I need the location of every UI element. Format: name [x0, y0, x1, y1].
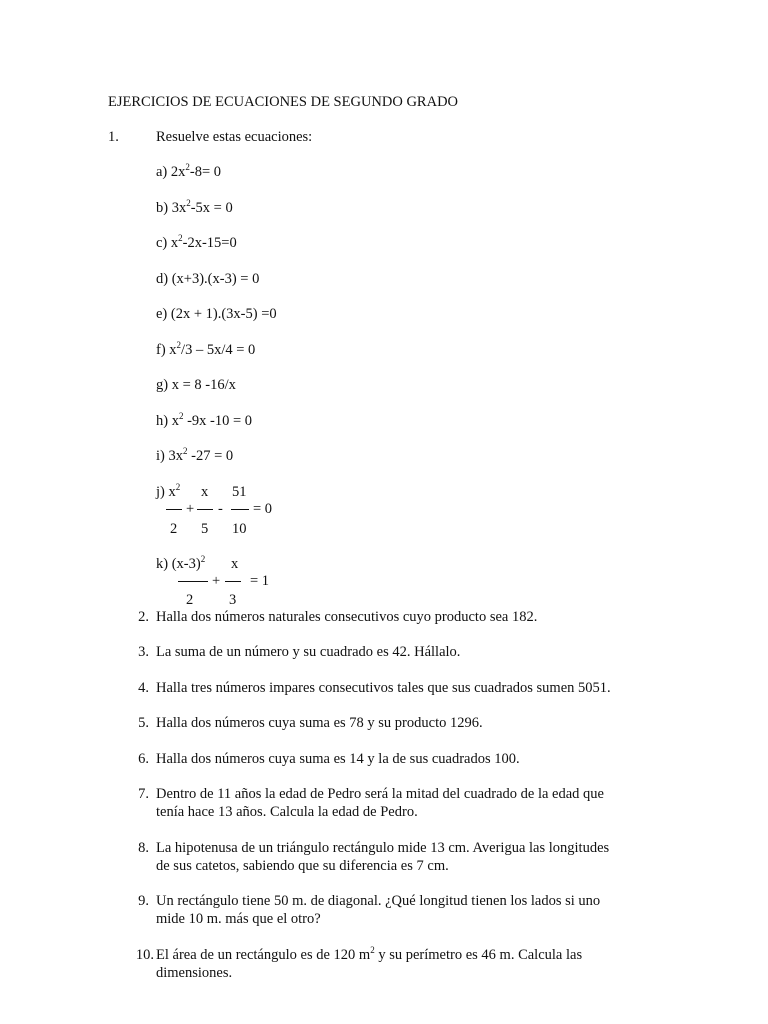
problem-text-line-2: dimensiones.: [156, 965, 233, 981]
equation-k-fraction-bar-2: [225, 581, 241, 582]
problem-number: 9.: [138, 893, 149, 909]
problem-text-line-1: La hipotenusa de un triángulo rectángulo mide 13 cm. Averigua las longitudes: [156, 840, 610, 856]
equation-h: h) $x^2$ -9x -10 = 0: [156, 411, 253, 429]
problem-number: 7.: [138, 786, 149, 802]
equation-j-numerator-2: x: [201, 484, 209, 500]
equation-i: i) $3x^2$ -27 = 0: [156, 446, 234, 464]
problem-text: Halla dos números cuya suma es 78 y su producto 1296.: [156, 715, 483, 731]
equation-j-equals: = 0: [253, 501, 273, 517]
equation-j-denominator-3: 10: [232, 521, 247, 537]
equation-k-denominator-1: 2: [186, 592, 194, 608]
problem-text-line-2: de sus catetos, sabiendo que su diferencia es 7 cm.: [156, 858, 449, 874]
equation-j-minus: -: [218, 501, 223, 517]
equation-d: d) (x+3).(x-3) = 0: [156, 271, 260, 287]
section-heading: Resuelve estas ecuaciones:: [156, 129, 313, 145]
equation-j-fraction-bar-1: [166, 509, 182, 510]
equation-c: c) $x^2-2x-15=0$: [156, 233, 237, 251]
problem-text: Halla tres números impares consecutivos tales que sus cuadrados sumen 5051.: [156, 680, 611, 696]
equation-j-denominator-1: 2: [170, 521, 178, 537]
equation-a: a) $2x^2-8= 0$: [156, 162, 222, 180]
equation-j-plus: +: [186, 501, 195, 517]
section-number: 1.: [108, 129, 119, 145]
problem-number: 10.: [135, 947, 154, 963]
equation-b: b) $3x^2-5x = 0$: [156, 198, 233, 216]
problem-number: 8.: [138, 840, 149, 856]
problem-text-line-2: mide 10 m. más que el otro?: [156, 911, 321, 927]
equation-j-numerator-3: 51: [232, 484, 247, 500]
problem-text-line-1: Dentro de 11 años la edad de Pedro será la mitad del cuadrado de la edad que: [156, 786, 604, 802]
equation-g: g) x = 8 -16/x: [156, 377, 236, 393]
equation-k-plus: +: [212, 573, 221, 589]
problem-number: 5.: [138, 715, 149, 731]
equation-e: e) (2x + 1).(3x-5) =0: [156, 306, 277, 322]
equation-j-fraction-bar-3: [231, 509, 249, 510]
problem-text-line-1: Un rectángulo tiene 50 m. de diagonal. ¿Qué longitud tienen los lados si uno: [156, 893, 601, 909]
problem-number: 4.: [138, 680, 149, 696]
equation-k-fraction-bar-1: [178, 581, 208, 582]
problem-text: La suma de un número y su cuadrado es 42. Hállalo.: [156, 644, 461, 660]
problem-text-line-1: El área de un rectángulo es de 120 $m^2$ y su perímetro es 46 m. Calcula las: [156, 945, 583, 963]
equation-f: f) $x^2/3 - 5x/4 = 0$: [156, 340, 256, 358]
problem-text-line-2: tenía hace 13 años. Calcula la edad de Pedro.: [156, 804, 418, 820]
equation-j-denominator-2: 5: [201, 521, 209, 537]
problem-number: 2.: [138, 609, 149, 625]
page-title: EJERCICIOS DE ECUACIONES DE SEGUNDO GRADO: [108, 94, 459, 110]
problem-number: 3.: [138, 644, 149, 660]
equation-k-numerator-2: x: [231, 556, 239, 572]
problem-number: 6.: [138, 751, 149, 767]
equation-j-fraction-bar-2: [197, 509, 213, 510]
equation-k-numerator-1: k) $(x-3)^2$: [156, 554, 206, 572]
equation-k-denominator-2: 3: [229, 592, 237, 608]
problem-text: Halla dos números naturales consecutivos cuyo producto sea 182.: [156, 609, 538, 625]
equation-j-numerator-1: j) $x^2$: [156, 482, 181, 500]
equation-k-equals: = 1: [250, 573, 270, 589]
problem-text: Halla dos números cuya suma es 14 y la de sus cuadrados 100.: [156, 751, 520, 767]
